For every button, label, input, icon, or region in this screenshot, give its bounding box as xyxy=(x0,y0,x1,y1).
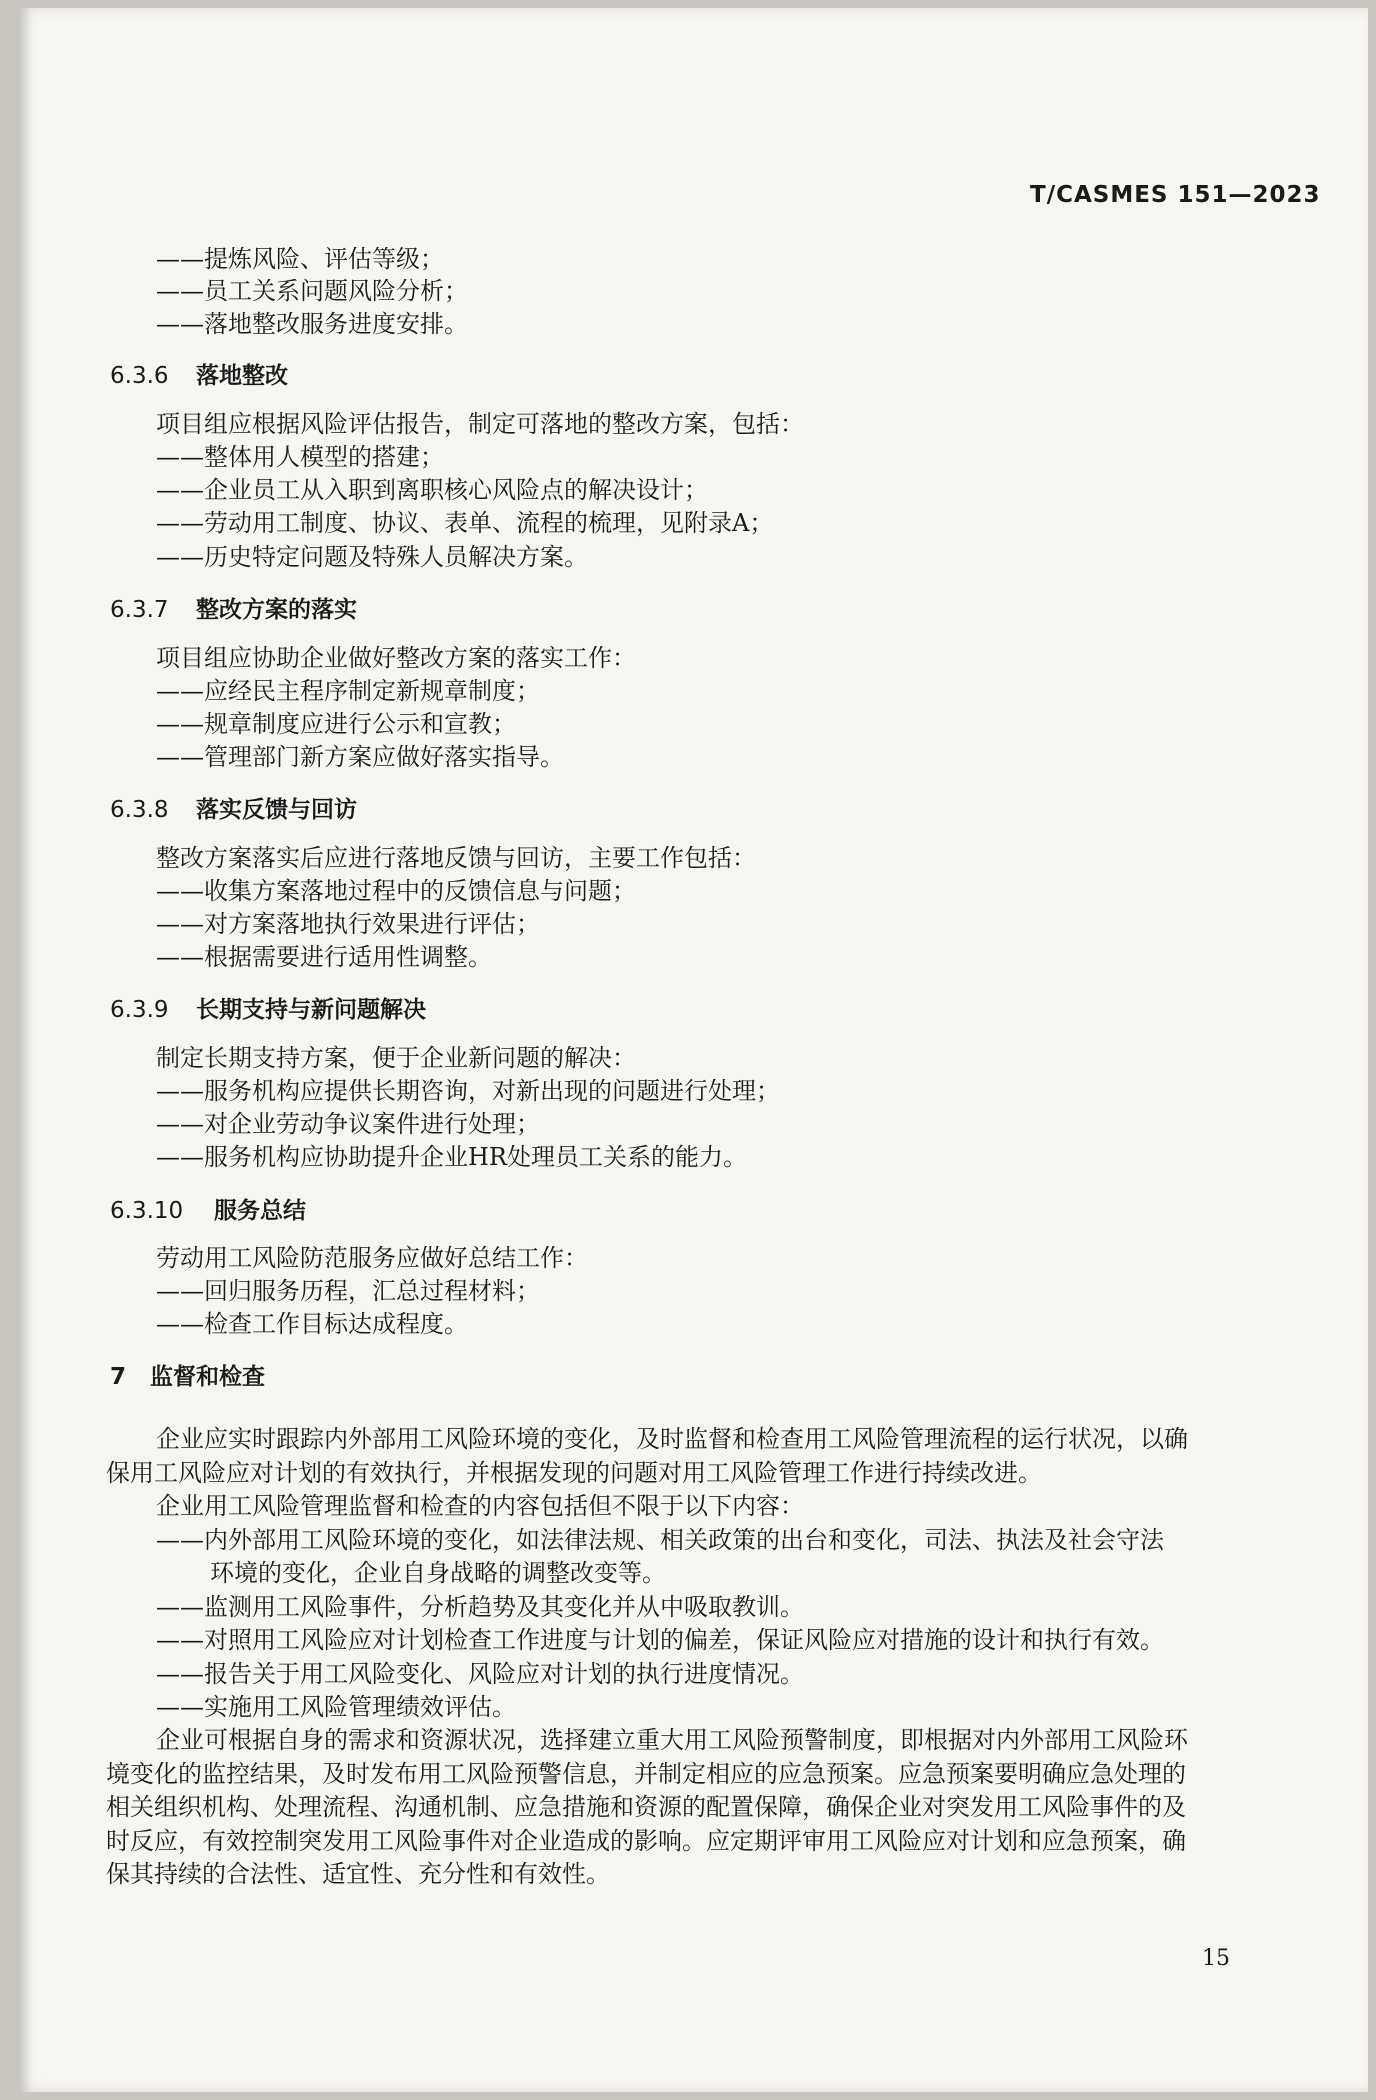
list-item: ——检查工作目标达成程度。 xyxy=(156,1310,468,1338)
list-item: ——收集方案落地过程中的反馈信息与问题； xyxy=(156,877,636,905)
section-number: 7 xyxy=(110,1364,127,1390)
paragraph: 项目组应协助企业做好整改方案的落实工作： xyxy=(156,644,636,672)
paragraph-continuation: 相关组织机构、处理流程、沟通机制、应急措施和资源的配置保障，确保企业对突发用工风险事件的及 xyxy=(106,1793,1186,1821)
section-heading xyxy=(110,361,288,391)
paragraph: 企业用工风险管理监督和检查的内容包括但不限于以下内容： xyxy=(156,1492,804,1520)
section-number: 6.3.7 xyxy=(110,597,169,623)
list-item: ——根据需要进行适用性调整。 xyxy=(156,943,492,971)
paragraph: 项目组应根据风险评估报告，制定可落地的整改方案，包括： xyxy=(156,410,804,438)
document-page xyxy=(18,8,1368,2092)
list-item: ——回归服务历程，汇总过程材料； xyxy=(156,1277,540,1305)
section-heading xyxy=(110,1196,306,1226)
paragraph: 企业可根据自身的需求和资源状况，选择建立重大用工风险预警制度，即根据对内外部用工风险环 xyxy=(156,1726,1188,1754)
list-item-continuation: 环境的变化，企业自身战略的调整改变等。 xyxy=(210,1559,666,1587)
section-heading xyxy=(110,1362,265,1392)
list-item: ——企业员工从入职到离职核心风险点的解决设计； xyxy=(156,476,708,504)
list-item: ——管理部门新方案应做好落实指导。 xyxy=(156,743,564,771)
list-item: ——监测用工风险事件，分析趋势及其变化并从中吸取教训。 xyxy=(156,1593,804,1621)
section-heading xyxy=(110,595,357,625)
list-item: ——对照用工风险应对计划检查工作进度与计划的偏差，保证风险应对措施的设计和执行有效。 xyxy=(156,1626,1164,1654)
section-title: 落地整改 xyxy=(196,363,288,389)
paragraph-continuation: 时反应，有效控制突发用工风险事件对企业造成的影响。应定期评审用工风险应对计划和应急预案，确 xyxy=(106,1827,1186,1855)
paragraph: 整改方案落实后应进行落地反馈与回访，主要工作包括： xyxy=(156,844,756,872)
page-number: 15 xyxy=(1202,1946,1230,1971)
paragraph-continuation: 保其持续的合法性、适宜性、充分性和有效性。 xyxy=(106,1860,610,1888)
list-item: ——报告关于用工风险变化、风险应对计划的执行进度情况。 xyxy=(156,1660,804,1688)
list-item: ——提炼风险、评估等级； xyxy=(156,245,444,273)
paragraph-continuation: 境变化的监控结果，及时发布用工风险预警信息，并制定相应的应急预案。应急预案要明确应急处理的 xyxy=(106,1760,1186,1788)
section-title: 服务总结 xyxy=(214,1198,306,1224)
standard-code: T/CASMES 151—2023 xyxy=(1030,182,1321,208)
list-item: ——实施用工风险管理绩效评估。 xyxy=(156,1693,516,1721)
section-heading xyxy=(110,995,426,1025)
paragraph: 企业应实时跟踪内外部用工风险环境的变化，及时监督和检查用工风险管理流程的运行状况，以确 xyxy=(156,1425,1188,1453)
section-heading xyxy=(110,795,357,825)
section-number: 6.3.8 xyxy=(110,797,169,823)
list-item: ——对企业劳动争议案件进行处理； xyxy=(156,1110,540,1138)
paragraph-continuation: 保用工风险应对计划的有效执行，并根据发现的问题对用工风险管理工作进行持续改进。 xyxy=(106,1459,1042,1487)
list-item: ——员工关系问题风险分析； xyxy=(156,277,468,305)
list-item: ——应经民主程序制定新规章制度； xyxy=(156,677,540,705)
section-number: 6.3.10 xyxy=(110,1198,184,1224)
list-item: ——历史特定问题及特殊人员解决方案。 xyxy=(156,543,588,571)
section-title: 整改方案的落实 xyxy=(196,597,357,623)
scan-shadow xyxy=(18,8,32,2092)
list-item: ——服务机构应协助提升企业HR处理员工关系的能力。 xyxy=(156,1143,747,1171)
section-number: 6.3.9 xyxy=(110,997,169,1023)
list-item: ——整体用人模型的搭建； xyxy=(156,443,444,471)
section-title: 落实反馈与回访 xyxy=(196,797,357,823)
paragraph: 制定长期支持方案，便于企业新问题的解决： xyxy=(156,1044,636,1072)
list-item: ——落地整改服务进度安排。 xyxy=(156,310,468,338)
section-title: 长期支持与新问题解决 xyxy=(196,997,426,1023)
section-title: 监督和检查 xyxy=(150,1364,265,1390)
list-item: ——对方案落地执行效果进行评估； xyxy=(156,910,540,938)
list-item: ——服务机构应提供长期咨询，对新出现的问题进行处理； xyxy=(156,1077,780,1105)
paragraph: 劳动用工风险防范服务应做好总结工作： xyxy=(156,1244,588,1272)
list-item: ——规章制度应进行公示和宣教； xyxy=(156,710,516,738)
list-item: ——内外部用工风险环境的变化，如法律法规、相关政策的出台和变化，司法、执法及社会守法 xyxy=(156,1526,1164,1554)
section-number: 6.3.6 xyxy=(110,363,169,389)
list-item: ——劳动用工制度、协议、表单、流程的梳理，见附录A； xyxy=(156,509,774,537)
